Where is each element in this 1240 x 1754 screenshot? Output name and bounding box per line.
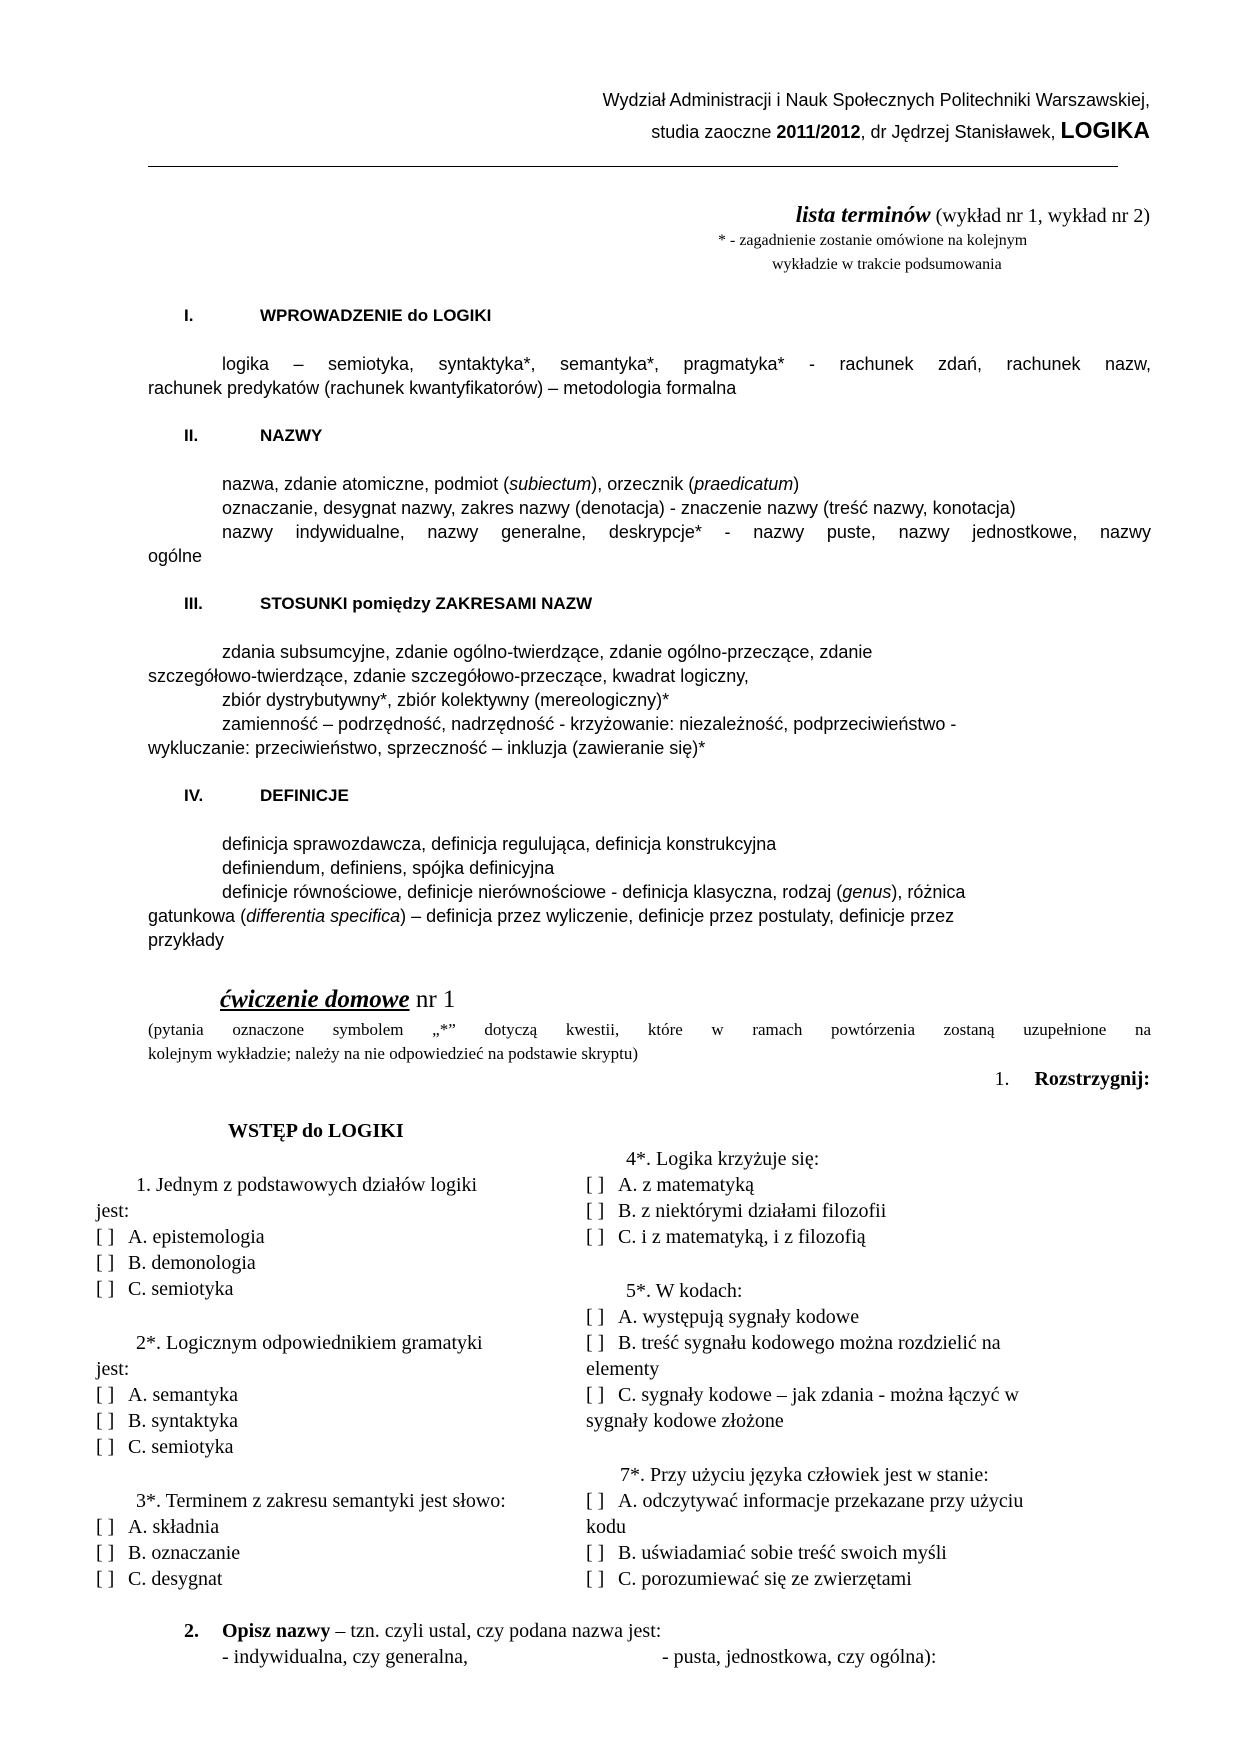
checkbox[interactable]: [ ] [96, 1410, 115, 1432]
answer-option[interactable]: [ ] C. i z matematyką, i z filozofią [586, 1226, 866, 1248]
section-4-line: definicje równościowe, definicje nierównościowe - definicja klasyczna, rodzaj (genus), różnica [222, 882, 966, 902]
checkbox[interactable]: [ ] [586, 1490, 605, 1512]
task-1-number: 1. [994, 1068, 1010, 1090]
question-text: jest: [96, 1358, 130, 1380]
section-4-number: IV. [184, 786, 204, 805]
section-2-body [148, 472, 1151, 568]
section-2-title: NAZWY [260, 426, 323, 445]
section-2-line: oznaczanie, desygnat nazwy, zakres nazwy (denotacja) - znaczenie nazwy (treść nazwy, konotacja) [222, 498, 1016, 518]
checkbox[interactable]: [ ] [586, 1384, 605, 1406]
exercise-note-line: kolejnym wykładzie; należy na nie odpowiedzieć na podstawie skryptu) [148, 1044, 639, 1063]
exercise-note [148, 1018, 1151, 1066]
checkbox[interactable]: [ ] [586, 1226, 605, 1248]
checkbox[interactable]: [ ] [96, 1542, 115, 1564]
question-text: 2*. Logicznym odpowiednikiem gramatyki [136, 1332, 483, 1354]
exercise-number: nr 1 [409, 986, 456, 1013]
answer-option[interactable]: [ ] A. występują sygnały kodowe [586, 1306, 860, 1328]
exercise-subtitle: WSTĘP do LOGIKI [228, 1120, 404, 1142]
section-3-line: zbiór dystrybutywny*, zbiór kolektywny (mereologiczny)* [222, 690, 670, 710]
answer-option-continued: sygnały kodowe złożone [586, 1410, 784, 1432]
question-text: 5*. W kodach: [626, 1280, 743, 1302]
study-mode-text: studia zaoczne [651, 122, 777, 142]
answer-option[interactable]: [ ] B. syntaktyka [96, 1410, 238, 1432]
section-4-title: DEFINICJE [260, 786, 349, 805]
answer-option[interactable]: [ ] B. uświadamiać sobie treść swoich myśli [586, 1542, 947, 1564]
checkbox[interactable]: [ ] [96, 1226, 115, 1248]
header-line-1 [603, 90, 1150, 111]
checkbox[interactable]: [ ] [586, 1174, 605, 1196]
task-2-instruction: – tzn. czyli ustal, czy podana nazwa jest: [330, 1620, 662, 1642]
answer-option[interactable]: [ ] A. epistemologia [96, 1226, 265, 1248]
section-3-line: wykluczanie: przeciwieństwo, sprzeczność – inkluzja (zawieranie się)* [148, 738, 706, 758]
terms-list-title: lista terminów [795, 202, 931, 227]
task-2-criterion-b: - pusta, jednostkowa, czy ogólna): [662, 1646, 937, 1668]
answer-option[interactable]: [ ] B. treść sygnału kodowego można rozdzielić na [586, 1332, 1001, 1354]
checkbox[interactable]: [ ] [96, 1436, 115, 1458]
answer-option[interactable]: [ ] A. odczytywać informacje przekazane przy użyciu [586, 1490, 1024, 1512]
answer-option[interactable]: [ ] C. porozumiewać się ze zwierzętami [586, 1568, 912, 1590]
answer-option[interactable]: [ ] A. składnia [96, 1516, 220, 1538]
answer-option[interactable]: [ ] B. oznaczanie [96, 1542, 241, 1564]
section-4-line: gatunkowa (differentia specifica) – definicja przez wyliczenie, definicje przez postulaty, definicje przez [148, 906, 955, 926]
exercise-note-line: (pytania oznaczone symbolem „*” dotyczą kwestii, które w ramach powtórzenia zostaną uzupełnione na [148, 1020, 1151, 1039]
task-1-heading [994, 1068, 1150, 1091]
faculty-text: Wydział Administracji i Nauk Społecznych Politechniki Warszawskiej, [602, 90, 1150, 110]
section-2-number: II. [184, 426, 199, 445]
exercise-title-main: ćwiczenie domowe [220, 986, 410, 1013]
subject-title: LOGIKA [1060, 117, 1150, 143]
section-1-line: rachunek predykatów (rachunek kwantyfikatorów) – metodologia formalna [148, 378, 737, 398]
section-1-number: I. [184, 306, 194, 325]
section-2-line: ogólne [148, 546, 203, 566]
question-5 [586, 1278, 1019, 1434]
section-3-line: szczegółowo-twierdzące, zdanie szczegółowo-przeczące, kwadrat logiczny, [148, 666, 749, 686]
section-1-body [148, 352, 1151, 400]
section-4-line: definiendum, definiens, spójka definicyjna [222, 858, 555, 878]
checkbox[interactable]: [ ] [586, 1332, 605, 1354]
question-4 [586, 1146, 886, 1250]
terms-note-line-2: wykładzie w trakcie podsumowania [772, 256, 1002, 273]
section-2-line: nazwy indywidualne, nazwy generalne, deskrypcje* - nazwy puste, nazwy jednostkowe, nazwy [222, 522, 1151, 542]
question-text: 7*. Przy użyciu języka człowiek jest w stanie: [620, 1464, 989, 1486]
academic-year: 2011/2012 [776, 122, 861, 142]
lecturer-text: , dr Jędrzej Stanisławek, [860, 122, 1061, 142]
answer-option[interactable]: [ ] A. semantyka [96, 1384, 238, 1406]
task-1-label: Rozstrzygnij: [1034, 1068, 1150, 1090]
task-2-label: Opisz nazwy [222, 1620, 331, 1642]
section-1-title: WPROWADZENIE do LOGIKI [260, 306, 492, 325]
task-2-criterion-a: - indywidualna, czy generalna, [222, 1646, 469, 1668]
checkbox[interactable]: [ ] [586, 1306, 605, 1328]
section-4-body [148, 832, 1151, 952]
checkbox[interactable]: [ ] [96, 1384, 115, 1406]
checkbox[interactable]: [ ] [96, 1568, 115, 1590]
section-1-line: logika – semiotyka, syntaktyka*, semantyka*, pragmatyka* - rachunek zdań, rachunek nazw, [222, 354, 1151, 374]
checkbox[interactable]: [ ] [586, 1568, 605, 1590]
checkbox[interactable]: [ ] [96, 1516, 115, 1538]
answer-option[interactable]: [ ] C. semiotyka [96, 1436, 234, 1458]
checkbox[interactable]: [ ] [96, 1278, 115, 1300]
checkbox[interactable]: [ ] [586, 1542, 605, 1564]
exercise-title [220, 986, 455, 1014]
question-text: 1. Jednym z podstawowych działów logiki [136, 1174, 478, 1196]
answer-option-continued: elementy [586, 1358, 660, 1380]
section-4-line: przykłady [148, 930, 225, 950]
task-2-heading [222, 1620, 661, 1643]
checkbox[interactable]: [ ] [96, 1252, 115, 1274]
header-line-2 [651, 117, 1150, 144]
section-3-title: STOSUNKI pomiędzy ZAKRESAMI NAZW [260, 594, 593, 613]
terms-list-heading [796, 202, 1150, 228]
question-2 [96, 1330, 483, 1460]
header-divider [148, 166, 1118, 167]
terms-note-line-1: * - zagadnienie zostanie omówione na kolejnym [718, 232, 1028, 249]
terms-list-lectures: (wykład nr 1, wykład nr 2) [930, 205, 1150, 227]
answer-option[interactable]: [ ] B. demonologia [96, 1252, 256, 1274]
section-4-line: definicja sprawozdawcza, definicja regulująca, definicja konstrukcyjna [222, 834, 777, 854]
section-3-number: III. [184, 594, 203, 613]
answer-option[interactable]: [ ] A. z matematyką [586, 1174, 755, 1196]
section-2-line: nazwa, zdanie atomiczne, podmiot (subiectum), orzecznik (praedicatum) [222, 474, 800, 494]
answer-option[interactable]: [ ] C. semiotyka [96, 1278, 234, 1300]
answer-option-continued: kodu [586, 1516, 626, 1538]
question-7 [586, 1462, 1023, 1592]
section-3-line: zamienność – podrzędność, nadrzędność - krzyżowanie: niezależność, podprzeciwieństwo - [222, 714, 957, 734]
section-3-line: zdania subsumcyjne, zdanie ogólno-twierdzące, zdanie ogólno-przeczące, zdanie [222, 642, 873, 662]
answer-option[interactable]: [ ] C. desygnat [96, 1568, 223, 1590]
answer-option[interactable]: [ ] C. sygnały kodowe – jak zdania - można łączyć w [586, 1384, 1019, 1406]
question-text: 3*. Terminem z zakresu semantyki jest słowo: [136, 1490, 506, 1512]
answer-option[interactable]: [ ] B. z niektórymi działami filozofii [586, 1200, 887, 1222]
question-text: 4*. Logika krzyżuje się: [626, 1148, 820, 1170]
task-2-number: 2. [184, 1620, 199, 1642]
question-text: jest: [96, 1200, 130, 1222]
checkbox[interactable]: [ ] [586, 1200, 605, 1222]
section-3-body [148, 640, 1151, 760]
question-1 [96, 1172, 477, 1302]
question-3 [96, 1488, 506, 1592]
